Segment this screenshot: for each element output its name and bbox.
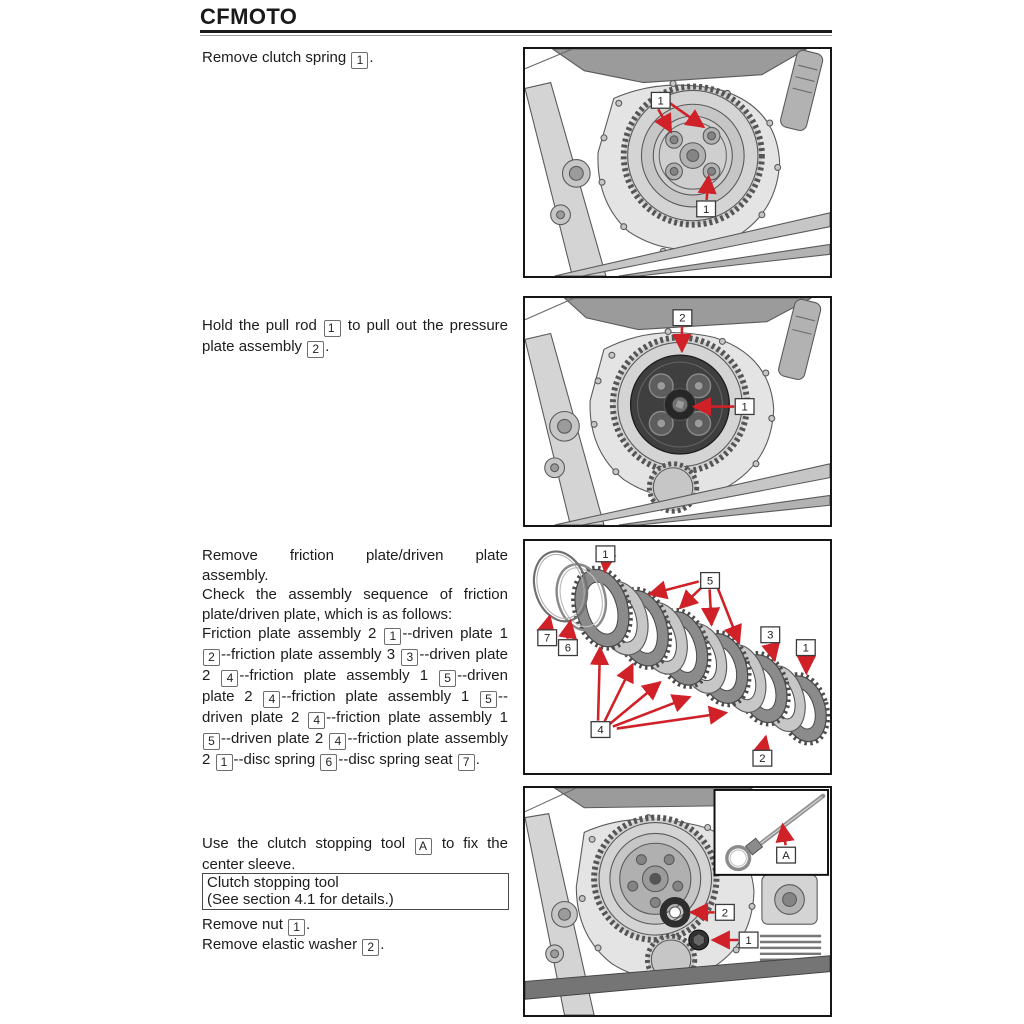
instruction-text-sequence: Friction plate assembly 2 1 --driven plate 1 2 --friction plate assembly 3 3 --driven plate 2 4 --friction plate assembly 1 5 --driven plate 2 4 --friction plate assembly 1 5 --driven plate 2 4 --friction plate assembly 1 5 --driven plate 2 4 --friction plate assembly 2 1 --disc spring 6 --disc spring seat 7 . <box>202 625 508 769</box>
callout-friction-plate-3 <box>761 627 780 643</box>
ref-number-box: 4 <box>263 691 280 708</box>
callout-nut <box>739 932 758 948</box>
svg-text:1: 1 <box>702 203 710 216</box>
figure-clutch-stopping-tool <box>523 786 832 1017</box>
ref-number-box: 7 <box>458 754 475 771</box>
callout-friction-plate-1 <box>701 573 720 589</box>
ref-number-box: 1 <box>288 919 305 936</box>
svg-text:1: 1 <box>745 934 752 947</box>
callout-driven-plate-1 <box>753 750 772 766</box>
header-rule <box>200 30 832 33</box>
svg-text:5: 5 <box>706 575 714 588</box>
svg-text:4: 4 <box>597 724 604 737</box>
tool-inset <box>715 790 829 875</box>
instruction-text: Use the clutch stopping tool A to fix the <box>202 835 508 853</box>
ref-number-box: A <box>415 838 432 855</box>
ref-number-box: 4 <box>221 670 238 687</box>
pressure-plate <box>631 355 730 454</box>
engine-illustration <box>525 49 830 276</box>
figure-plate-stack-diagram <box>523 539 832 775</box>
ref-number-box: 2 <box>203 649 220 666</box>
callout-clutch-spring-top <box>651 92 670 108</box>
instruction-text: plate/driven plate, which is as follows: <box>202 605 453 623</box>
instruction-remove-nut: Remove nut 1 . <box>202 916 311 934</box>
instruction-text: Hold the pull rod 1 to pull out the pressure <box>202 317 508 335</box>
callout-tool-A <box>777 847 796 863</box>
instruction-text: Check the assembly sequence of friction <box>202 586 508 603</box>
tool-note-line: (See section 4.1 for details.) <box>207 890 394 908</box>
svg-text:A: A <box>782 850 790 863</box>
engine-illustration <box>525 298 830 525</box>
callout-driven-plate-2 <box>591 722 610 738</box>
nut <box>689 930 709 950</box>
ref-number-box: 1 <box>216 754 233 771</box>
svg-text:7: 7 <box>544 632 551 645</box>
callout-friction-plate-2-right <box>796 640 815 656</box>
ref-number-box: 1 <box>324 320 341 337</box>
svg-text:2: 2 <box>679 312 686 325</box>
svg-text:1: 1 <box>741 401 748 414</box>
instruction-text: assembly. <box>202 566 269 584</box>
instruction-section-3 <box>202 546 508 771</box>
svg-text:1: 1 <box>802 642 809 655</box>
callout-pull-rod <box>735 399 754 415</box>
callout-clutch-spring-bottom <box>697 201 716 217</box>
ref-number-box: 4 <box>308 712 325 729</box>
ref-number-box: 6 <box>320 754 337 771</box>
callout-elastic-washer <box>716 904 735 920</box>
header-rule-thin <box>200 35 832 36</box>
svg-text:1: 1 <box>602 548 609 561</box>
figure-pressure-plate-removal <box>523 296 832 527</box>
ref-number-box: 1 <box>351 52 368 69</box>
callout-friction-plate-2-left <box>596 546 615 562</box>
callout-disc-spring <box>559 640 578 656</box>
ref-number-box: 3 <box>401 649 418 666</box>
brand-title: CFMOTO <box>200 4 298 29</box>
instruction-section-2 <box>202 316 508 358</box>
ref-number-box: 5 <box>203 733 220 750</box>
engine-art <box>525 49 830 276</box>
tool-note-box <box>202 873 509 910</box>
instruction-section-4 <box>202 834 508 875</box>
instruction-text: plate assembly 2 . <box>202 338 330 356</box>
plate-stack-illustration <box>525 541 830 773</box>
instruction-section-1 <box>202 48 508 69</box>
callout-disc-spring-seat <box>538 630 557 646</box>
ref-number-box: 2 <box>362 939 379 956</box>
engine-illustration <box>525 788 830 1015</box>
svg-text:2: 2 <box>721 907 729 920</box>
ref-number-box: 5 <box>480 691 497 708</box>
instruction-text: Remove friction plate/driven plate <box>202 547 508 564</box>
instruction-text: Remove clutch spring 1 . <box>202 49 374 67</box>
svg-text:1: 1 <box>657 95 664 108</box>
engine-art <box>525 298 830 525</box>
tool-note-line: Clutch stopping tool <box>207 874 339 891</box>
ref-number-box: 2 <box>307 341 324 358</box>
instruction-remove-washer: Remove elastic washer 2 . <box>202 936 385 954</box>
svg-text:3: 3 <box>767 629 774 642</box>
svg-text:2: 2 <box>759 753 766 766</box>
ref-number-box: 1 <box>384 628 401 645</box>
callout-pressure-plate <box>673 310 692 326</box>
figure-clutch-spring-removal <box>523 47 832 278</box>
ref-number-box: 5 <box>439 670 456 687</box>
instruction-text: center sleeve. <box>202 856 296 873</box>
svg-text:6: 6 <box>564 642 572 655</box>
ref-number-box: 4 <box>329 733 346 750</box>
